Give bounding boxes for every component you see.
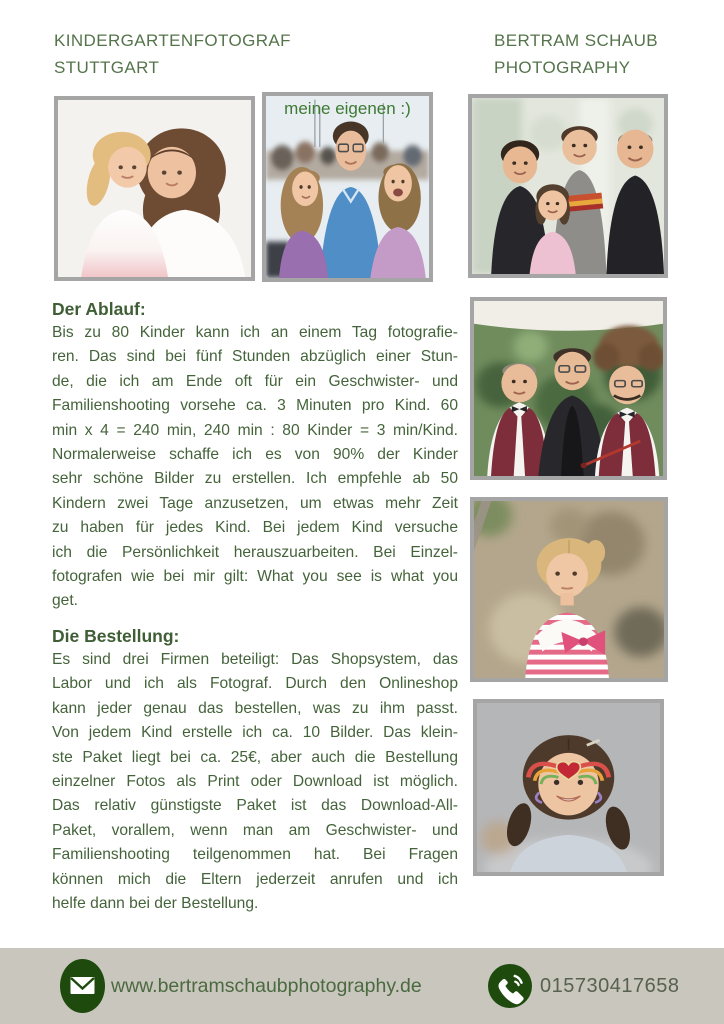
brand-left-line2: STUTTGART (54, 58, 160, 77)
photo-mother-daughter (54, 96, 255, 281)
photographer-comedians-image (474, 301, 663, 476)
brand-left-line1: KINDERGARTENFOTOGRAF (54, 31, 291, 50)
section-paragraph-ablauf: Bis zu 80 Kinder kann ich an einem Tag fotografie- ren. Das sind bei fünf Stunden abzüglich einer Stun- de, die ich am Ende oft für ein Geschwister- und Familienshooting vorsehe ca. 3 Minuten pro Kind. 60 min x 4 = 240 min, 240 min : 80 Kinder = 3 min/Kind. Normalerweise schaffe ich es von 90% der Kinder sehr schöne Bilder zu erstellen. Ich empfehle ab 50 Kindern zwei Tage anzusetzen, um etwas mehr Zeit zu haben für jedes Kind. Bei jedem Kind versuche ich die Persönlichkeit herauszuarbeiten. Bei Einzel- fotografen wie bei mir gilt: What you see is what you get. (52, 324, 458, 610)
website-url: www.bertramschaubphotography.de (111, 974, 422, 997)
contact-email (60, 948, 422, 1024)
photo-girl-face-paint (473, 699, 664, 876)
email-icon (60, 959, 105, 1013)
phone-number: 015730417658 (540, 974, 680, 997)
contact-phone (488, 948, 679, 1024)
section-heading-bestellung: Die Bestellung: (52, 625, 180, 646)
section-paragraph-bestellung: Es sind drei Firmen beteiligt: Das Shopsystem, das Labor und ich als Fotograf. Durch den Onlineshop kann jeder genau das bestellen, was zu ihm passt. Von jedem Kind erstelle ich ca. 10 Bilder. Das klein- ste Paket liegt bei ca. 25€, aber auch die Bestellung einzelner Fotos als Print oder Download ist möglich. Das relativ günstigste Paket ist das Download-All- Paket, vorallem, wenn man am Geschwister- und Familienshooting teilgenommen hat. Bei Fragen können mich die Eltern jederzeit anrufen und ich helfe dann bei der Bestellung. (52, 650, 458, 912)
girl-striped-dress-image (474, 501, 664, 678)
footer-contact-bar (0, 948, 724, 1024)
brand-right-line2: PHOTOGRAPHY (494, 58, 631, 77)
brand-right-line1: BERTRAM SCHAUB (494, 31, 658, 50)
photo-family-of-four (468, 94, 668, 278)
section-heading-ablauf: Der Ablauf: (52, 299, 146, 319)
brand-left (54, 27, 291, 81)
photo-caption: meine eigenen :) (284, 99, 411, 118)
photo-photographer-with-comedians (470, 297, 667, 480)
girl-face-paint-image (477, 703, 660, 872)
brand-right (494, 27, 658, 81)
mother-daughter-image (58, 100, 251, 277)
phone-icon (488, 964, 532, 1008)
family-of-four-image (472, 98, 664, 274)
photo-girl-striped-dress (470, 497, 668, 682)
photo-own-children (262, 92, 433, 282)
own-children-image (266, 96, 429, 278)
main-text-column (52, 298, 458, 916)
